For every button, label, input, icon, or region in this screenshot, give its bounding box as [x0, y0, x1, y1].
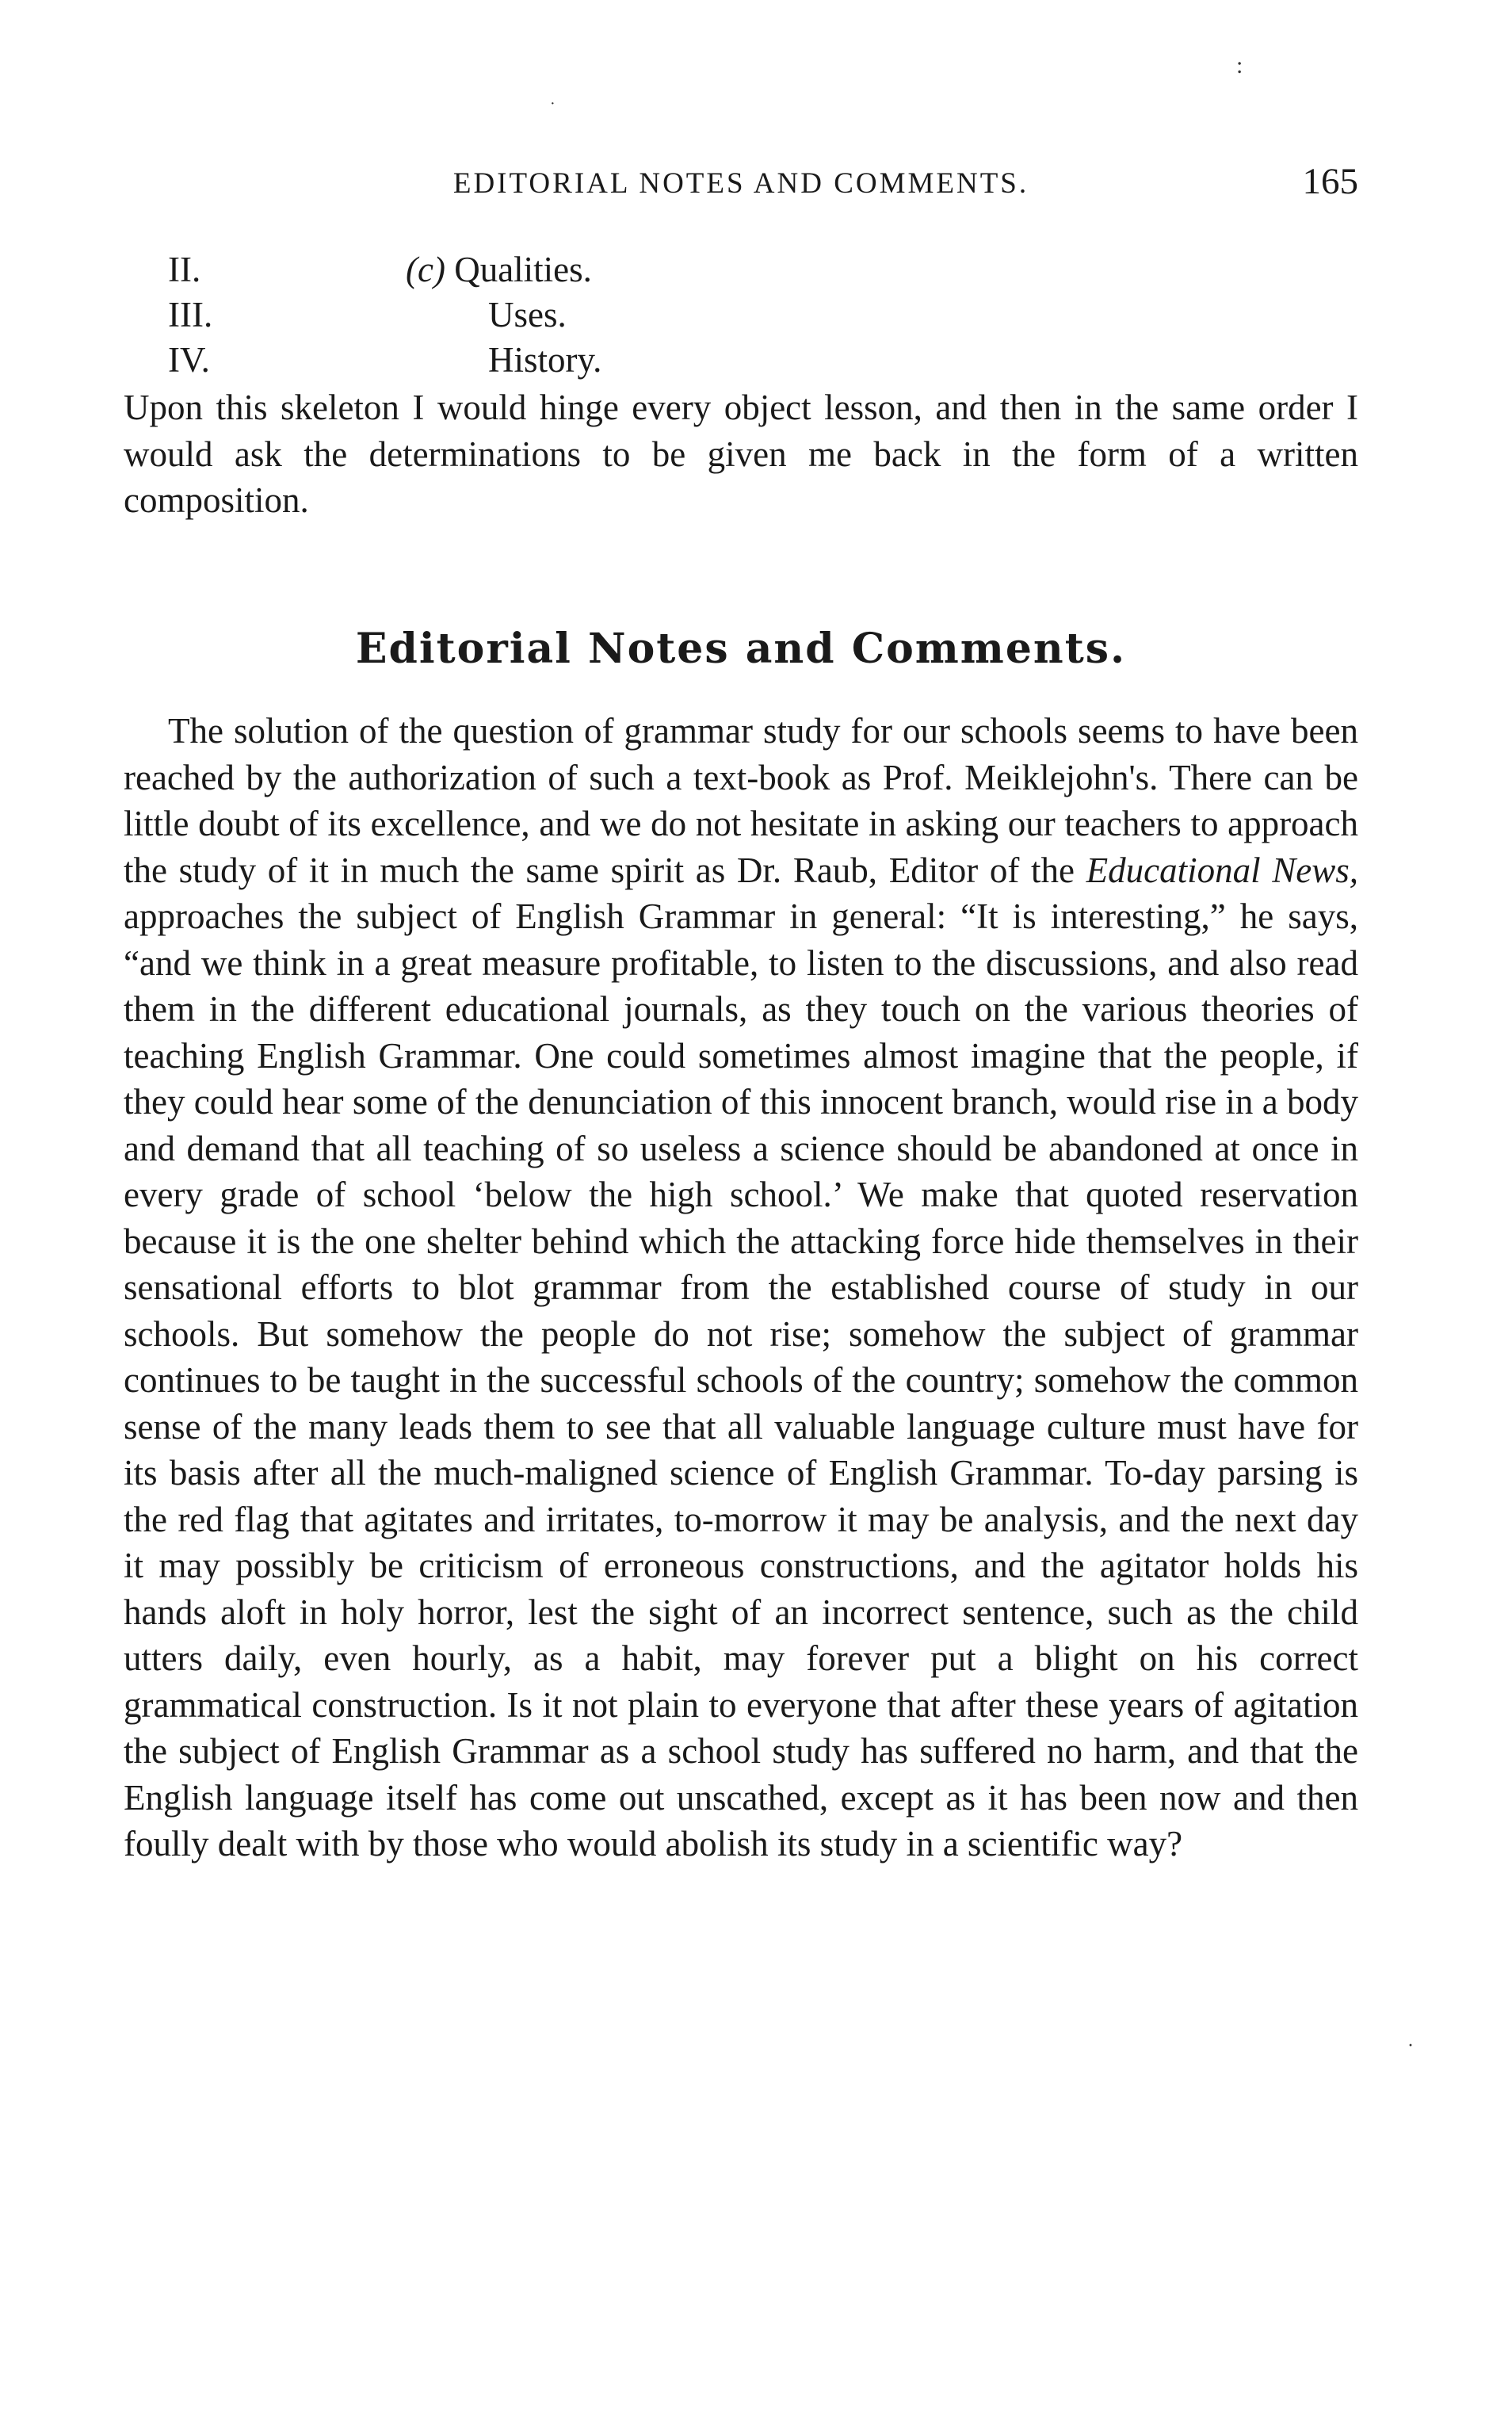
outline-numeral: III.: [168, 295, 213, 334]
outline-heading: Qualities.: [454, 250, 592, 289]
outline-heading: History.: [488, 340, 602, 380]
publication-title: Educational News,: [1086, 850, 1359, 890]
page-header: [124, 161, 1358, 214]
running-head: EDITORIAL NOTES AND COMMENTS.: [452, 167, 1029, 200]
page-mark-colon: :: [1236, 52, 1243, 78]
outline-item: [124, 292, 758, 338]
outline-text: [406, 247, 592, 292]
outline-item: [124, 338, 758, 383]
editorial-text-part2: approaches the subject of English Grammar in general: “It is interesting,” he says, “and we think in a great measure profitable, to listen to the discussions, and also read them in the different educational journals, as they touch on the various theories of teaching English Grammar. One could sometimes almost imagine that the people, if they could hear some of the denunciation of this innocent branch, would rise in a body and demand that all teaching of so useless a science should be abandoned at once in every grade of school ‘below the high school.’ We make that quoted reservation because it is the one shelter behind which the attacking force hide themselves in their sensational efforts to blot grammar from the established course of study in our schools. But somehow the people do not rise; somehow the subject of grammar continues to be taught in the successful schools of the country; somehow the common sense of the many leads them to see that all valuable language culture must have for its basis after all the much-maligned science of English Grammar. To-day parsing is the red flag that agitates and irritates, to-morrow it may be analysis, and the next day it may possibly be criticism of erroneous constructions, and the agitator holds his hands aloft in holy horror, lest the sight of an incorrect sentence, such as the child utters daily, even hourly, as a habit, may forever put a blight on his correct grammatical construction. Is it not plain to everyone that after these years of agitation the subject of English Grammar as a school study has suffered no harm, and that the English language itself has come out unscathed, except as it has been now and then foully dealt with by those who would abolish its study in a scientific way?: [124, 896, 1358, 1864]
outline-numeral: IV.: [168, 340, 210, 380]
editorial-paragraph: [124, 708, 1358, 1867]
outline-list: [124, 247, 758, 383]
outline-heading: Uses.: [488, 295, 567, 334]
page-mark-dot: ·: [550, 95, 556, 113]
outline-label: (c): [406, 250, 445, 289]
intro-paragraph-text: Upon this skeleton I would hinge every object lesson, and then in the same order I would ask the determinations to be given me back in the form of a written composition.: [124, 388, 1358, 520]
section-title: Editorial Notes and Comments.: [355, 625, 1127, 673]
editorial-text-part1: The solution of the question of grammar study for our schools seems to have been reached by the authorization of such a text-book as Prof. Meiklejohn's. There can be little doubt of its excellence, and we do not hesitate in asking our teachers to approach the study of it in much the same spirit as Dr. Raub, Editor of the: [124, 711, 1358, 890]
page-mark-dot: ·: [1407, 2036, 1414, 2056]
outline-item: [124, 247, 758, 292]
page-number: 165: [1302, 161, 1358, 202]
outline-numeral: II.: [168, 250, 201, 289]
intro-paragraph: [124, 384, 1358, 524]
editorial-body: [124, 708, 1358, 1867]
